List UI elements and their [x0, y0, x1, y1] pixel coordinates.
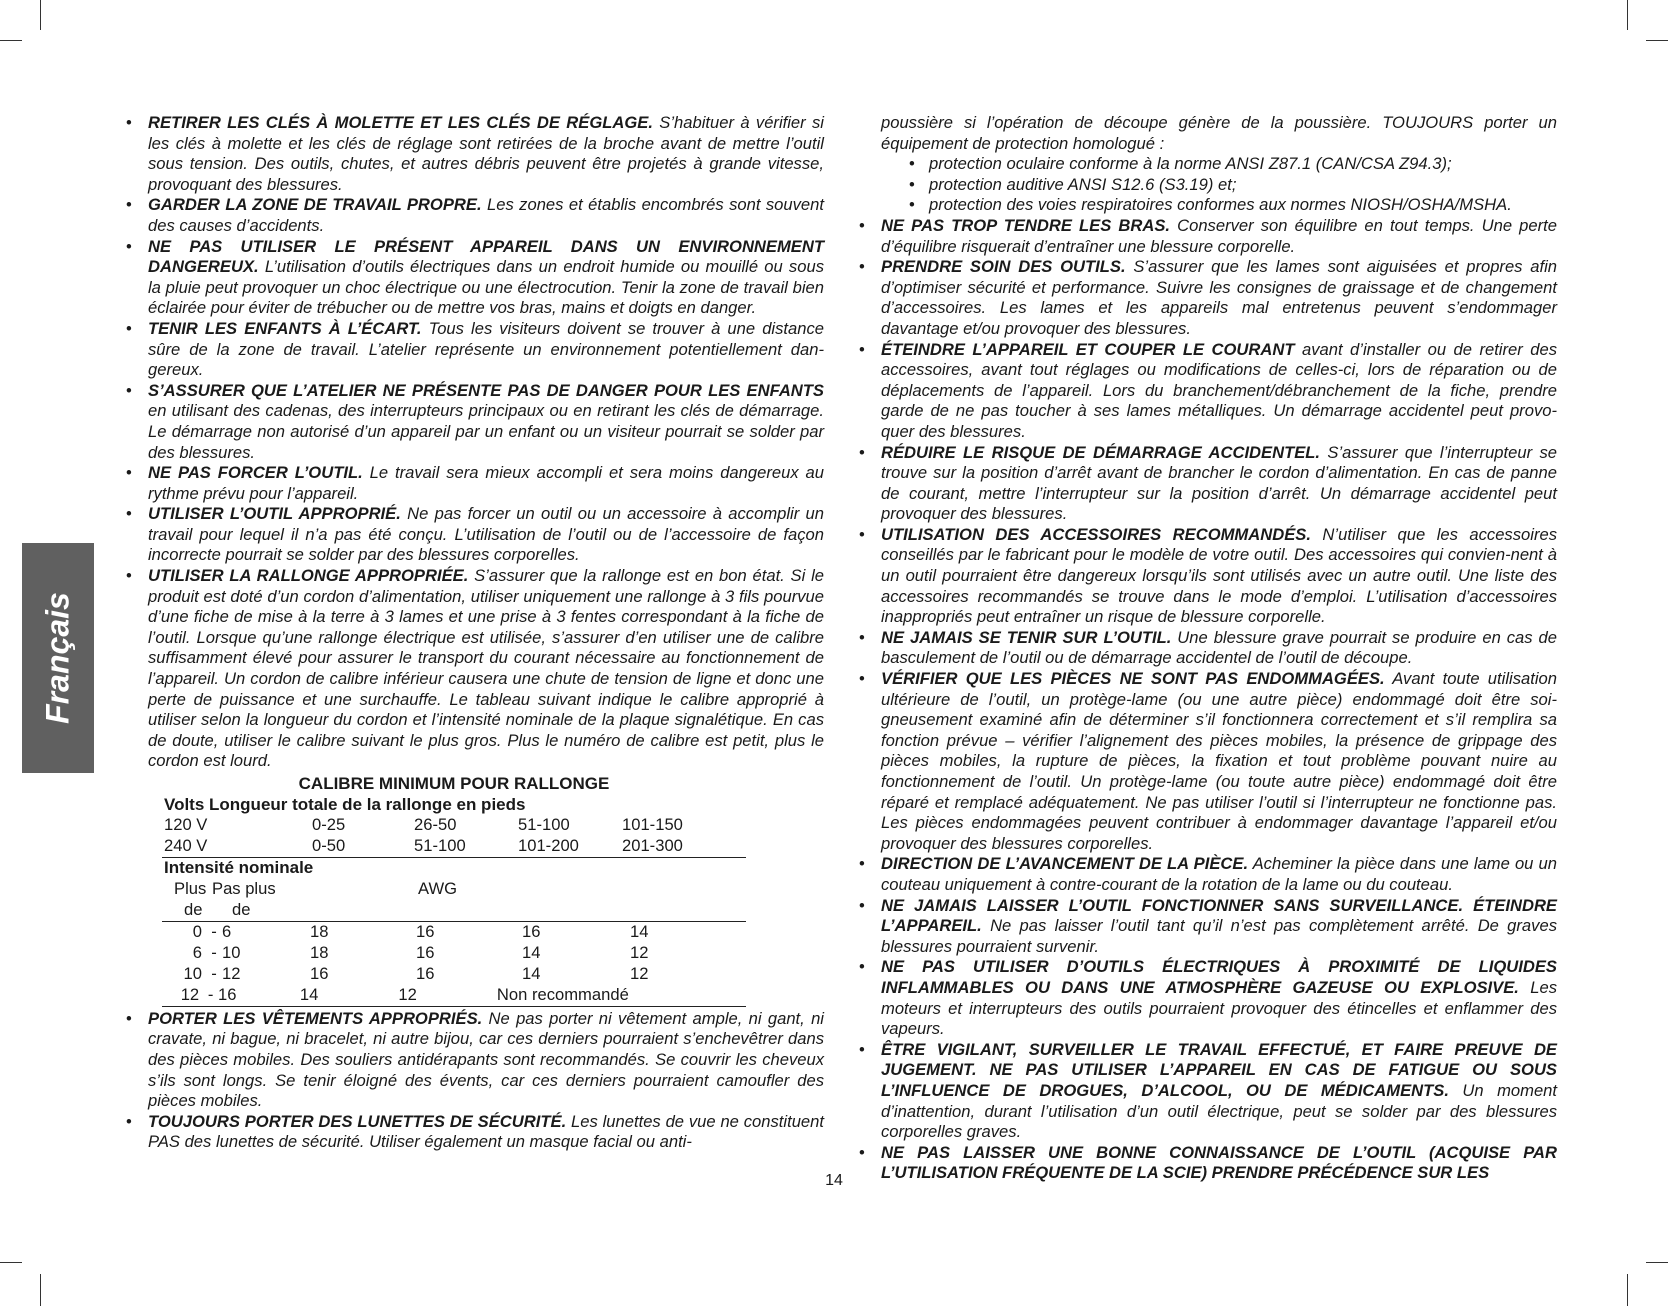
language-tab: [22, 543, 94, 773]
left-bullet-list: [122, 113, 824, 772]
page-number: 14: [825, 1172, 843, 1189]
bullet-heading: ÉTEINDRE L’APPAREIL ET COUPER LE COURANT: [881, 339, 1295, 359]
bullet-heading: S’ASSURER QUE L’ATELIER NE PRÉSENTE PAS DE DANGER POUR LES ENFANTS: [148, 380, 824, 400]
crop-mark: [0, 40, 22, 41]
intensity-subheader: [162, 879, 746, 900]
bullet-heading: TOUJOURS PORTER DES LUNETTES DE SÉCURITÉ.: [148, 1111, 567, 1131]
bullet-text: avant d’installer ou de retirer des accessoires, avant tout réglages ou modifications de celles-ci, lors de réparation ou de déplacements de l’appareil. Lors du branchement/débranchement de la fiche, prendre garde de ne pas toucher à ses lames métalliques. Un démarrage accidentel peut provo-quer des blessures.: [881, 339, 1557, 441]
bullet-heading: NE PAS TROP TENDRE LES BRAS.: [881, 215, 1171, 235]
crop-mark: [40, 0, 41, 30]
bullet-text: en utilisant des cadenas, des interrupteurs principaux ou en retirant les clés de démarrage. Le démarrage non autorisé d’un appareil par un enfant ou un visiteur pourrait se solder par des blessures.: [148, 401, 824, 462]
bullet-heading: DIRECTION DE L’AVANCEMENT DE LA PIÈCE.: [881, 854, 1249, 874]
table-title: CALIBRE MINIMUM POUR RALLONGE: [298, 774, 610, 793]
table-cell: 0-25: [312, 815, 346, 835]
bullet-heading: TENIR LES ENFANTS À L’ÉCART.: [148, 318, 422, 338]
bullet-item: [122, 195, 824, 236]
bullet-heading: PRENDRE SOIN DES OUTILS.: [881, 257, 1126, 277]
bullet-text: S’habituer à vérifier si les clés à molette et les clés de réglage sont retirées de la broche avant de mettre l’outil sous tension. Des outils, chutes, et autres débris peuvent être projetés à grande vitesse, provoquant des blessures.: [148, 113, 824, 194]
right-column: [855, 113, 1557, 1184]
bullet-text: L’utilisation d’outils électriques dans un endroit humide ou mouillé ou sous la pluie peut provoquer un choc électrique ou une électrocution. Tenir la zone de travail bien éclairée pour éviter de trébucher ou de mettre vos bras, mains et doigts en danger.: [148, 257, 824, 318]
bullet-item: [855, 957, 1557, 1039]
bullet-item: [855, 628, 1557, 669]
left-bullet-list-2: [122, 1009, 824, 1153]
bullet-item: [122, 319, 824, 381]
bullet-text: Tous les visiteurs doivent se trouver à une distance sûre de la zone de travail. L’atelier représente un environnement potentiellement dan-gereux.: [148, 318, 824, 380]
sublist-item: • protection des voies respiratoires conformes aux normes NIOSH/OSHA/MSHA.: [909, 195, 1557, 216]
table-cell: 51-100: [414, 836, 466, 856]
table-header: Volts Longueur totale de la rallonge en pieds: [164, 794, 526, 814]
bullet-item: [855, 257, 1557, 339]
table-cell: 10: [222, 942, 241, 962]
bullet-text: Les zones et établis encombrés sont souvent des causes d’accidents.: [148, 195, 825, 235]
bullet-heading: UTILISER LA RALLONGE APPROPRIÉE.: [148, 566, 469, 586]
bullet-heading: NE PAS FORCER L’OUTIL.: [148, 463, 363, 483]
table-cell: 51-100: [518, 815, 570, 835]
bullet-heading: ÊTRE VIGILANT, SURVEILLER LE TRAVAIL EFFECTUÉ, ET FAIRE PREUVE DE JUGEMENT. NE PAS UTILISER L’APPAREIL EN CAS DE FATIGUE OU SOUS L’INFLUENCE DE DROGUES, D’ALCOOL, OU DE MÉDICAMENTS.: [881, 1039, 1557, 1100]
de-label: de: [232, 899, 251, 919]
bullet-item: [122, 1112, 824, 1153]
bullet-heading: NE PAS LAISSER UNE BONNE CONNAISSANCE DE L’OUTIL (ACQUISE PAR L’UTILISATION FRÉQUENTE DE LA SCIE) PRENDRE PRÉCÉDENCE SUR LES: [881, 1142, 1557, 1183]
table-cell: 16: [416, 942, 435, 962]
volt-rows: [162, 815, 746, 858]
bullet-heading: RETIRER LES CLÉS À MOLETTE ET LES CLÉS DE RÉGLAGE.: [148, 113, 653, 132]
table-cell: Non recommandé: [496, 984, 629, 1004]
bullet-text: N’utiliser que les accessoires conseillés par le fabricant pour le modèle de votre outil. Des accessoires qui convien-nent à un outil pourraient être dangereux lorsqu’ils sont utilisés avec un autre outil. Une liste des accessoires recommandés se trouve dans le mode d’emploi. L’utilisation d’accessoires inappropriés peut entraîner un risque de blessure corporelle.: [881, 524, 1557, 627]
bullet-heading: PORTER LES VÊTEMENTS APPROPRIÉS.: [148, 1008, 483, 1028]
table-row: [162, 815, 746, 836]
table-cell: 6: [222, 921, 232, 941]
table-cell: 16: [416, 963, 435, 983]
table-cell: 12: [630, 963, 649, 983]
bullet-text: Ne pas forcer un outil ou un accessoire à accomplir un travail pour lequel il n’a pas été conçu. L’utilisation de l’outil ou de l’accessoire de façon incorrecte pourrait se solder par des blessures corporelles.: [148, 504, 824, 565]
bullet-heading: UTILISATION DES ACCESSOIRES RECOMMANDÉS.: [881, 524, 1311, 544]
bullet-text: Les lunettes de vue ne constituent PAS des lunettes de sécurité. Utiliser également un masque facial ou anti-: [148, 1111, 824, 1152]
protection-sublist: [855, 154, 1557, 216]
language-label: Français: [39, 592, 76, 724]
table-cell: 12: [180, 984, 200, 1004]
bullet-heading: NE JAMAIS SE TENIR SUR L’OUTIL.: [881, 627, 1172, 647]
table-cell: 16: [416, 921, 435, 941]
sublist-item: • protection oculaire conforme à la norme ANSI Z87.1 (CAN/CSA Z94.3);: [909, 154, 1557, 175]
table-cell: 14: [522, 963, 541, 983]
table-cell: -: [211, 942, 217, 962]
amp-rows: [162, 922, 746, 1007]
bullet-item: [855, 525, 1557, 628]
awg-label: AWG: [418, 878, 458, 898]
de-subheader: [162, 900, 746, 922]
crop-mark: [40, 1274, 41, 1306]
table-cell: 10: [183, 963, 202, 983]
bullet-item: [122, 1009, 824, 1112]
crop-mark: [1627, 0, 1628, 30]
table-row: [162, 922, 746, 943]
table-row: [162, 985, 746, 1007]
bullet-heading: UTILISER L’OUTIL APPROPRIÉ.: [148, 504, 401, 524]
table-cell: 14: [630, 921, 649, 941]
bullet-heading: NE JAMAIS LAISSER L’OUTIL FONCTIONNER SANS SURVEILLANCE. ÉTEINDRE L’APPAREIL.: [881, 895, 1557, 936]
extension-cord-table: [162, 772, 746, 1007]
bullet-item: [855, 443, 1557, 525]
table-cell: 120 V: [164, 815, 208, 835]
bullet-text: Avant toute utilisation ultérieure de l’outil, un protège-lame (ou une autre pièce) endommagé doit être soi-gneusement examiné afin de déterminer s’il fonctionnera correctement et s’il remplira sa fonction prévue – vérifier l’alignement des pièces mobiles, la présence de grippage des pièces mobiles, la rupture de pièces, la fixation et tout problème pouvant nuire au fonctionnement de l’outil. Un protège-lame (ou toute autre pièce) endommagé doit être réparé et remplacé adéquatement. Ne pas utiliser l’outil si l’interrupteur ne fonctionne pas. Les pièces endommagées peuvent contribuer à endommager davantage l’appareil et/ou provoquer des blessures corporelles.: [881, 669, 1557, 853]
bullet-item: [855, 669, 1557, 854]
crop-mark: [1646, 40, 1668, 41]
bullet-text: Le travail sera mieux accompli et sera moins dangereux au rythme prévu pour l’appareil.: [148, 463, 825, 503]
bullet-heading: GARDER LA ZONE DE TRAVAIL PROPRE.: [148, 195, 482, 215]
table-cell: 26-50: [414, 815, 457, 835]
table-cell: 6: [192, 942, 202, 962]
crop-mark: [1627, 1274, 1628, 1306]
plus-label: Plus: [174, 878, 207, 898]
bullet-text: Acheminer la pièce dans une lame ou un couteau uniquement à contre-courant de la rotation de la lame ou du couteau.: [881, 854, 1558, 894]
table-cell: 101-200: [518, 836, 579, 856]
table-cell: 0-50: [312, 836, 346, 856]
table-cell: 18: [310, 942, 329, 962]
table-cell: 16: [218, 984, 237, 1004]
bullet-text: Ne pas porter ni vêtement ample, ni gant, ni cravate, ni bague, ni bracelet, ni autre bijou, car ces derniers pourraient s’enchevêtrer dans des pièces mobiles. Des souliers antidérapants sont recommandés. Se couvrir les cheveux s’ils sont longs. Se tenir éloigné des évents, car ces derniers pourraient camoufler des pièces mobiles.: [148, 1008, 824, 1111]
sublist-item: • protection auditive ANSI S12.6 (S3.19) et;: [909, 175, 1557, 196]
table-cell: 12: [630, 942, 649, 962]
table-cell: 0: [192, 921, 202, 941]
left-column: [122, 113, 824, 1153]
bullet-text: S’assurer que les lames sont aiguisées et propres afin d’optimiser sécurité et performance. Suivre les consignes de graissage et de changement d’accessoires. Les lames et les appareils mal entretenus peuvent s’endommager davantage et/ou provoquer des blessures.: [881, 257, 1557, 338]
table-cell: -: [211, 963, 217, 983]
table-cell: -: [207, 984, 214, 1004]
table-row: [162, 964, 746, 985]
table-cell: 14: [299, 984, 319, 1004]
table-cell: 14: [522, 942, 541, 962]
bullet-item: [122, 566, 824, 772]
crop-mark: [1646, 1262, 1668, 1263]
table-cell: 240 V: [164, 836, 208, 856]
bullet-item: [122, 381, 824, 463]
table-row: [162, 836, 746, 858]
bullet-item: [855, 340, 1557, 443]
bullet-heading: VÉRIFIER QUE LES PIÈCES NE SONT PAS ENDOMMAGÉES.: [881, 669, 1385, 689]
intensity-label: Intensité nominale: [164, 858, 314, 878]
bullet-item: [855, 1040, 1557, 1143]
bullet-item: [855, 896, 1557, 958]
de-label: de: [184, 899, 203, 919]
pas-plus-label: Pas plus: [212, 878, 276, 898]
table-row: [162, 943, 746, 964]
table-cell: -: [211, 921, 217, 941]
crop-mark: [0, 1262, 22, 1263]
bullet-item: [855, 854, 1557, 895]
bullet-text: Conserver son équilibre en tout temps. Une perte d’équilibre risquerait d’entraîner une blessure corporelle.: [881, 215, 1557, 256]
bullet-text: S’assurer que l’interrupteur se trouve sur la position d’arrêt avant de brancher le cordon d’alimentation. En cas de panne de courant, mettre l’interrupteur sur la position d’arrêt. Un démarrage accidentel peut provoquer des blessures.: [881, 442, 1557, 524]
bullet-text: Un moment d’inattention, durant l’utilisation d’un outil électrique, peut se solder par des blessures corporelles graves.: [881, 1080, 1558, 1142]
bullet-item: [122, 113, 824, 195]
bullet-item: [122, 463, 824, 504]
bullet-text: Les moteurs et interrupteurs des outils pourraient provoquer des étincelles et enflammer des vapeurs.: [881, 977, 1557, 1039]
table-cell: 18: [310, 921, 329, 941]
table-cell: 12: [222, 963, 241, 983]
continued-paragraph: poussière si l’opération de découpe génère de la poussière. TOUJOURS porter un équipement de protection homologué :: [881, 113, 1557, 153]
bullet-text: Ne pas laisser l’outil tant qu’il n’est pas complètement arrêté. De graves blessures pourraient survenir.: [881, 916, 1557, 956]
table-cell: 201-300: [622, 836, 683, 856]
bullet-item: [855, 216, 1557, 257]
bullet-item: [122, 237, 824, 319]
bullet-heading: NE PAS UTILISER D’OUTILS ÉLECTRIQUES À PROXIMITÉ DE LIQUIDES INFLAMMABLES OU DANS UNE ATMOSPHÈRE GAZEUSE OU EXPLOSIVE.: [881, 957, 1557, 997]
table-cell: 12: [398, 984, 417, 1004]
bullet-text: Une blessure grave pourrait se produire en cas de basculement de l’outil ou de démarrage accidentel de l’outil de découpe.: [881, 627, 1557, 668]
right-bullet-list: [855, 216, 1557, 1184]
bullet-text: S’assurer que la rallonge est en bon état. Si le produit est doté d’un cordon d’alimentation, utiliser uniquement une rallonge à 3 fils pourvue d’une fiche de mise à la terre à 3 lames et une prise à 3 fentes correspondant à la fiche de l’outil. Lorsque qu’une rallonge électrique est utilisée, s’assurer d’en utiliser une de calibre suffisamment élevé pour assurer le transport du courant nécessaire au fonctionnement de l’appareil. Un cordon de calibre inférieur causera une chute de tension de ligne et donc une perte de puissance et une surchauffe. Le tableau suivant indique le calibre approprié à utiliser selon la longueur du cordon et l’intensité nominale de la plaque signalétique. En cas de doute, utiliser le calibre suivant le plus gros. Plus le numéro de calibre est petit, plus le cordon est lourd.: [148, 566, 824, 771]
table-cell: 101-150: [622, 815, 683, 835]
table-cell: 16: [310, 963, 329, 983]
bullet-item: [122, 504, 824, 566]
bullet-heading: RÉDUIRE LE RISQUE DE DÉMARRAGE ACCIDENTEL.: [881, 442, 1321, 462]
bullet-heading: NE PAS UTILISER LE PRÉSENT APPAREIL DANS UN ENVIRONNEMENT DANGEREUX.: [148, 236, 824, 277]
table-cell: 16: [522, 921, 541, 941]
